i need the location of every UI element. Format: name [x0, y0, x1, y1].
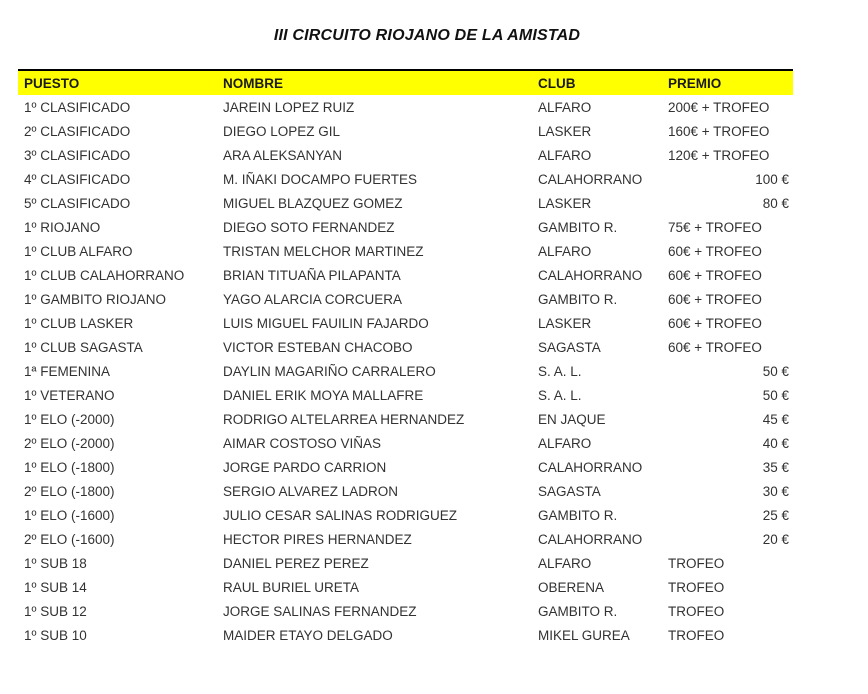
cell-nombre: MAIDER ETAYO DELGADO	[223, 627, 393, 643]
cell-puesto: 1º SUB 14	[24, 579, 87, 595]
table-row	[18, 191, 793, 215]
cell-premio: 45 €	[762, 411, 789, 427]
cell-nombre: VICTOR ESTEBAN CHACOBO	[223, 339, 413, 355]
cell-premio: 120€ + TROFEO	[668, 147, 770, 163]
cell-club: ALFARO	[538, 435, 592, 451]
cell-nombre: HECTOR PIRES HERNANDEZ	[223, 531, 412, 547]
column-header-club: CLUB	[538, 75, 576, 91]
cell-club: GAMBITO R.	[538, 219, 618, 235]
cell-puesto: 2º ELO (-2000)	[24, 435, 115, 451]
table-row	[18, 407, 793, 431]
table-row	[18, 335, 793, 359]
cell-nombre: JORGE PARDO CARRION	[223, 459, 387, 475]
cell-nombre: AIMAR COSTOSO VIÑAS	[223, 435, 382, 451]
cell-puesto: 2º ELO (-1600)	[24, 531, 115, 547]
cell-nombre: DANIEL ERIK MOYA MALLAFRE	[223, 387, 424, 403]
cell-club: CALAHORRANO	[538, 267, 643, 283]
cell-puesto: 1º CLUB LASKER	[24, 315, 134, 331]
cell-club: S. A. L.	[538, 387, 582, 403]
cell-premio: 25 €	[762, 507, 789, 523]
cell-puesto: 1º CLUB SAGASTA	[24, 339, 143, 355]
table-row	[18, 239, 793, 263]
cell-puesto: 2º CLASIFICADO	[24, 123, 131, 139]
cell-club: ALFARO	[538, 555, 592, 571]
column-header-premio: PREMIO	[668, 75, 722, 91]
table-body	[18, 95, 793, 647]
cell-premio: 60€ + TROFEO	[668, 315, 762, 331]
cell-premio: TROFEO	[668, 555, 725, 571]
cell-club: CALAHORRANO	[538, 171, 643, 187]
table-row	[18, 623, 793, 647]
cell-premio: 100 €	[755, 171, 789, 187]
cell-premio: 40 €	[762, 435, 789, 451]
cell-nombre: DAYLIN MAGARIÑO CARRALERO	[223, 363, 436, 379]
cell-premio: 75€ + TROFEO	[668, 219, 762, 235]
cell-nombre: M. IÑAKI DOCAMPO FUERTES	[223, 171, 418, 187]
cell-puesto: 1º SUB 18	[24, 555, 87, 571]
cell-club: GAMBITO R.	[538, 507, 618, 523]
cell-club: OBERENA	[538, 579, 605, 595]
cell-puesto: 1º ELO (-1800)	[24, 459, 115, 475]
cell-club: ALFARO	[538, 99, 592, 115]
cell-puesto: 2º ELO (-1800)	[24, 483, 115, 499]
cell-nombre: JORGE SALINAS FERNANDEZ	[223, 603, 417, 619]
cell-puesto: 1º GAMBITO RIOJANO	[24, 291, 166, 307]
cell-puesto: 1º CLUB CALAHORRANO	[24, 267, 185, 283]
cell-puesto: 1º RIOJANO	[24, 219, 101, 235]
cell-puesto: 1º ELO (-1600)	[24, 507, 115, 523]
cell-premio: TROFEO	[668, 603, 725, 619]
table-row	[18, 215, 793, 239]
cell-premio: 200€ + TROFEO	[668, 99, 770, 115]
cell-premio: TROFEO	[668, 579, 725, 595]
cell-premio: 60€ + TROFEO	[668, 291, 762, 307]
cell-club: LASKER	[538, 315, 592, 331]
column-header-puesto: PUESTO	[24, 75, 80, 91]
cell-puesto: 1º SUB 12	[24, 603, 87, 619]
table-row	[18, 503, 793, 527]
table-row	[18, 359, 793, 383]
cell-premio: 35 €	[762, 459, 789, 475]
table-row	[18, 383, 793, 407]
cell-puesto: 1º SUB 10	[24, 627, 87, 643]
cell-puesto: 1º VETERANO	[24, 387, 115, 403]
table-row	[18, 479, 793, 503]
cell-nombre: TRISTAN MELCHOR MARTINEZ	[223, 243, 424, 259]
cell-club: MIKEL GUREA	[538, 627, 630, 643]
cell-club: SAGASTA	[538, 483, 601, 499]
table-row	[18, 311, 793, 335]
table-row	[18, 551, 793, 575]
cell-puesto: 1º ELO (-2000)	[24, 411, 115, 427]
cell-nombre: LUIS MIGUEL FAUILIN FAJARDO	[223, 315, 429, 331]
cell-nombre: MIGUEL BLAZQUEZ GOMEZ	[223, 195, 403, 211]
table-row	[18, 599, 793, 623]
table-row	[18, 527, 793, 551]
table-row	[18, 287, 793, 311]
cell-puesto: 1ª FEMENINA	[24, 363, 111, 379]
cell-nombre: SERGIO ALVAREZ LADRON	[223, 483, 399, 499]
table-row	[18, 167, 793, 191]
cell-club: GAMBITO R.	[538, 291, 618, 307]
table-header-row	[18, 70, 793, 95]
cell-puesto: 4º CLASIFICADO	[24, 171, 131, 187]
cell-club: LASKER	[538, 195, 592, 211]
cell-club: LASKER	[538, 123, 592, 139]
cell-club: GAMBITO R.	[538, 603, 618, 619]
cell-puesto: 3º CLASIFICADO	[24, 147, 131, 163]
cell-nombre: RAUL BURIEL URETA	[223, 579, 360, 595]
cell-puesto: 1º CLUB ALFARO	[24, 243, 133, 259]
cell-nombre: RODRIGO ALTELARREA HERNANDEZ	[223, 411, 465, 427]
table-row	[18, 143, 793, 167]
cell-club: EN JAQUE	[538, 411, 606, 427]
page-title: III CIRCUITO RIOJANO DE LA AMISTAD	[273, 27, 581, 44]
cell-puesto: 5º CLASIFICADO	[24, 195, 131, 211]
cell-premio: 30 €	[762, 483, 789, 499]
cell-premio: 160€ + TROFEO	[668, 123, 770, 139]
cell-premio: TROFEO	[668, 627, 725, 643]
cell-premio: 60€ + TROFEO	[668, 267, 762, 283]
cell-club: S. A. L.	[538, 363, 582, 379]
cell-club: CALAHORRANO	[538, 459, 643, 475]
column-header-nombre: NOMBRE	[223, 75, 283, 91]
cell-puesto: 1º CLASIFICADO	[24, 99, 131, 115]
table-row	[18, 263, 793, 287]
cell-premio: 60€ + TROFEO	[668, 243, 762, 259]
prize-table	[18, 69, 793, 647]
cell-premio: 20 €	[762, 531, 789, 547]
cell-premio: 80 €	[762, 195, 789, 211]
cell-nombre: JULIO CESAR SALINAS RODRIGUEZ	[223, 507, 458, 523]
cell-premio: 50 €	[762, 363, 789, 379]
cell-nombre: DIEGO LOPEZ GIL	[223, 123, 341, 139]
cell-premio: 50 €	[762, 387, 789, 403]
cell-nombre: ARA ALEKSANYAN	[223, 147, 343, 163]
cell-nombre: YAGO ALARCIA CORCUERA	[223, 291, 403, 307]
cell-nombre: DANIEL PEREZ PEREZ	[223, 555, 369, 571]
cell-premio: 60€ + TROFEO	[668, 339, 762, 355]
table-row	[18, 431, 793, 455]
table-row	[18, 95, 793, 119]
table-row	[18, 575, 793, 599]
cell-nombre: JAREIN LOPEZ RUIZ	[223, 99, 355, 115]
cell-club: SAGASTA	[538, 339, 601, 355]
cell-club: ALFARO	[538, 147, 592, 163]
table-row	[18, 119, 793, 143]
cell-club: CALAHORRANO	[538, 531, 643, 547]
cell-club: ALFARO	[538, 243, 592, 259]
cell-nombre: DIEGO SOTO FERNANDEZ	[223, 219, 395, 235]
table-row	[18, 455, 793, 479]
cell-nombre: BRIAN TITUAÑA PILAPANTA	[223, 267, 401, 283]
